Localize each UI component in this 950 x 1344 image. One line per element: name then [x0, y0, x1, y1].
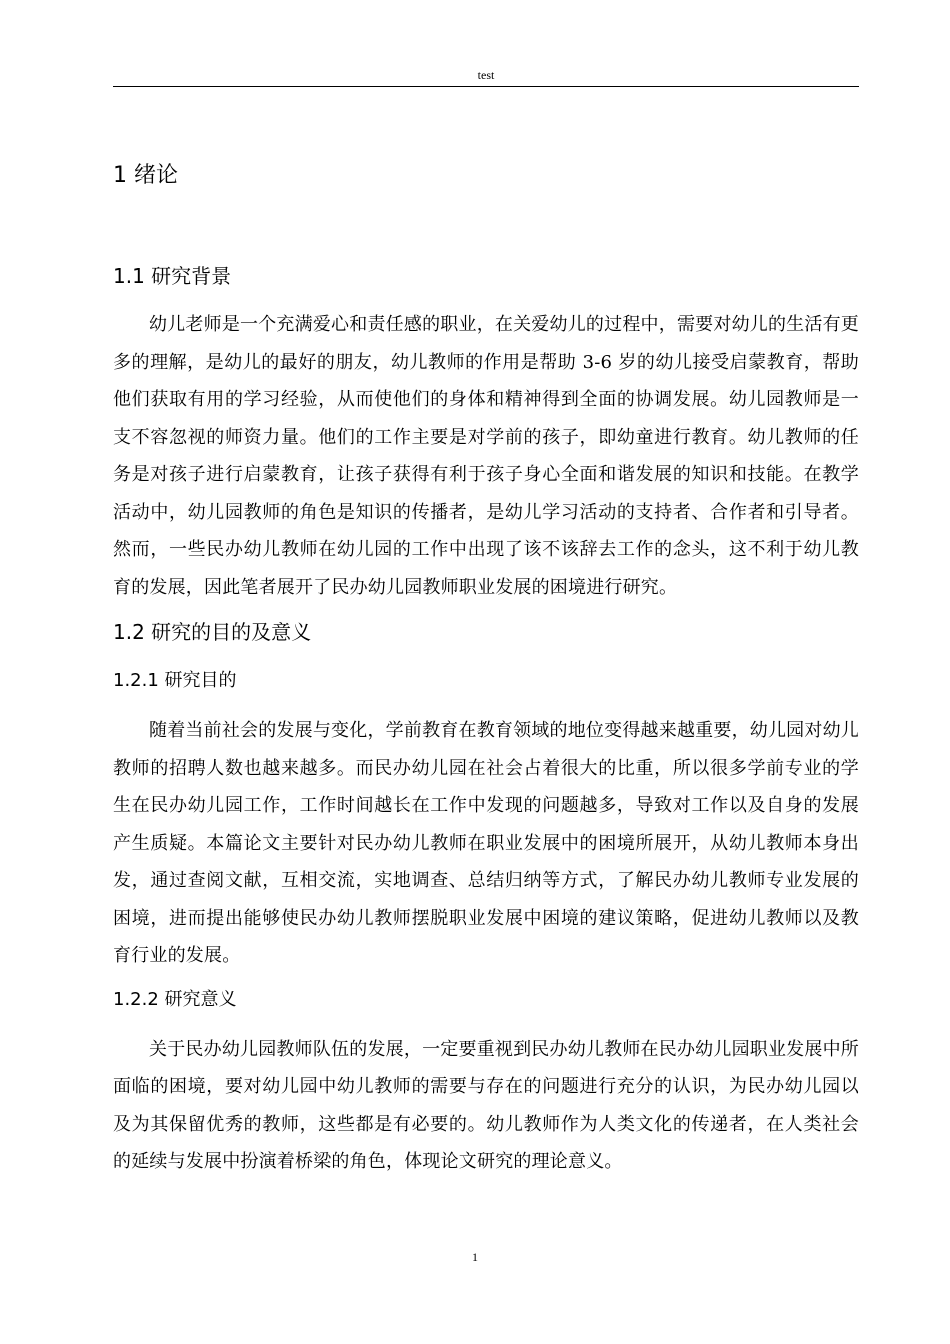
page-number: 1 [472, 1250, 478, 1264]
page-header [113, 66, 859, 87]
header-text: test [477, 68, 495, 82]
section-heading-1-1: 1.1 研究背景 [113, 264, 232, 288]
section-heading-1-2-2: 1.2.2 研究意义 [113, 988, 237, 1010]
paragraph-research-purpose: 随着当前社会的发展与变化，学前教育在教育领域的地位变得越来越重要，幼儿园对幼儿教师的招聘人数也越来越多。而民办幼儿园在社会占着很大的比重，所以很多学前专业的学生在民办幼儿园工作，工作时间越长在工作中发现的问题越多，导致对工作以及自身的发展产生质疑。本篇论文主要针对民办幼儿教师在职业发展中的困境所展开，从幼儿教师本身出发，通过查阅文献，互相交流，实地调查、总结归纳等方式，了解民办幼儿教师专业发展的困境，进而提出能够使民办幼儿教师摆脱职业发展中困境的建议策略，促进幼儿教师以及教育行业的发展。 [113, 720, 859, 966]
chapter-title: 1 绪论 [113, 163, 178, 188]
section-heading-1-2: 1.2 研究的目的及意义 [113, 620, 312, 644]
section-heading-1-2-1: 1.2.1 研究目的 [113, 670, 237, 691]
paragraph-research-background: 幼儿老师是一个充满爱心和责任感的职业，在关爱幼儿的过程中，需要对幼儿的生活有更多的理解，是幼儿的最好的朋友，幼儿教师的作用是帮助 3-6 岁的幼儿接受启蒙教育，帮助他们获取有用的学习经验，从而使他们的身体和精神得到全面的协调发展。幼儿园教师是一支不容忽视的师资力量。他们的工作主要是对学前的孩子，即幼童进行教育。幼儿教师的任务是对孩子进行启蒙教育，让孩子获得有利于孩子身心全面和谐发展的知识和技能。在教学活动中，幼儿园教师的角色是知识的传播者，是幼儿学习活动的支持者、合作者和引导者。然而，一些民办幼儿教师在幼儿园的工作中出现了该不该辞去工作的念头，这不利于幼儿教育的发展，因此笔者展开了民办幼儿园教师职业发展的困境进行研究。 [113, 314, 859, 598]
paragraph-research-significance: 关于民办幼儿园教师队伍的发展，一定要重视到民办幼儿教师在民办幼儿园职业发展中所面临的困境，要对幼儿园中幼儿教师的需要与存在的问题进行充分的认识，为民办幼儿园以及为其保留优秀的教师，这些都是有必要的。幼儿教师作为人类文化的传递者，在人类社会的延续与发展中扮演着桥梁的角色，体现论文研究的理论意义。 [113, 1038, 859, 1172]
document-body [113, 150, 859, 1181]
